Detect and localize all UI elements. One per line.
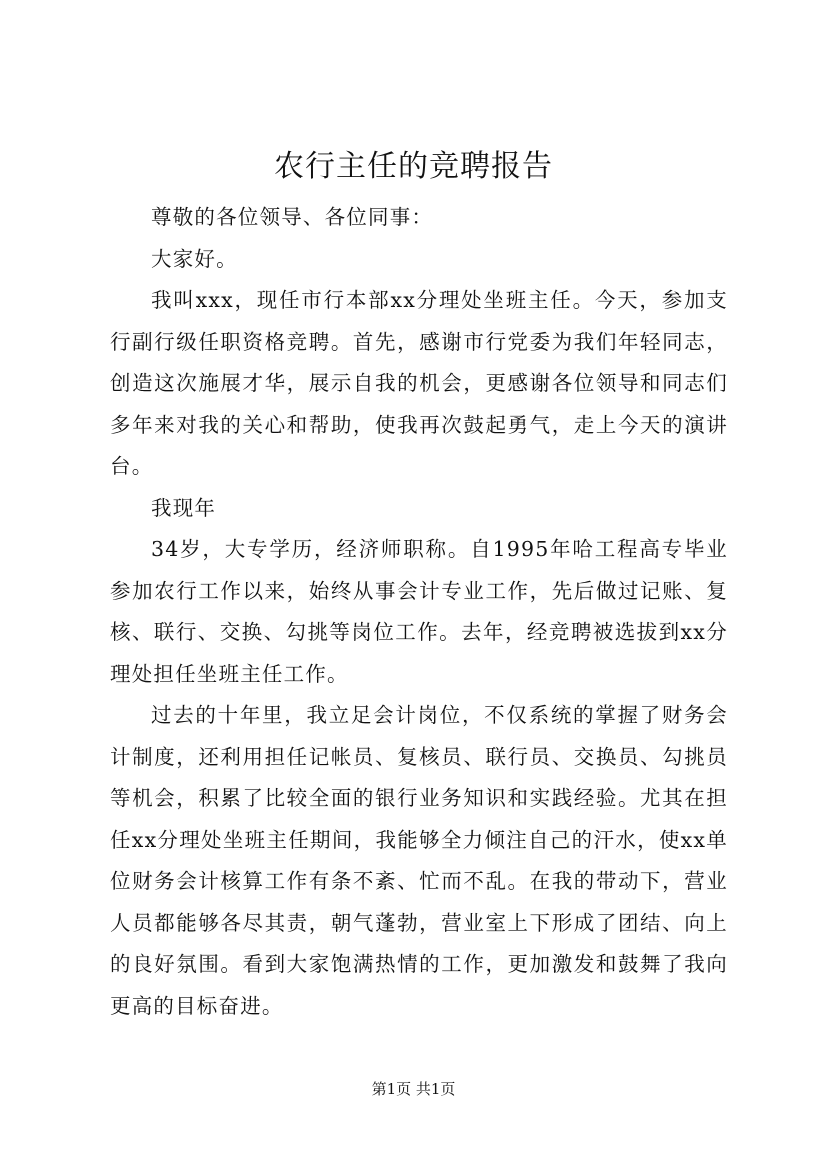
paragraph-background: 34岁，大专学历，经济师职称。自1995年哈工程高专毕业参加农行工作以来，始终从事会计专业工作，先后做过记账、复核、联行、交换、勾挑等岗位工作。去年，经竞聘被选拔到xx分理处担任坐班主任工作。 (110, 537, 728, 686)
paragraph-greeting: 大家好。 (151, 246, 238, 271)
paragraph-introduction: 我叫xxx，现任市行本部xx分理处坐班主任。今天，参加支行副行级任职资格竞聘。首先，感谢市行党委为我们年轻同志，创造这次施展才华，展示自我的机会，更感谢各位领导和同志们多年来对我的关心和帮助，使我再次鼓起勇气，走上今天的演讲台。 (110, 288, 728, 478)
document-title: 农行主任的竞聘报告 (274, 149, 553, 184)
page-footer: 第1页 共1页 (371, 1080, 456, 1098)
document-body (110, 197, 728, 1027)
paragraph-age-lead: 我现年 (151, 495, 217, 520)
paragraph-salutation: 尊敬的各位领导、各位同事： (151, 205, 434, 229)
paragraph-experience: 过去的十年里，我立足会计岗位，不仅系统的掌握了财务会计制度，还利用担任记帐员、复核员、联行员、交换员、勾挑员等机会，积累了比较全面的银行业务知识和实践经验。尤其在担任xx分理处坐班主任期间，我能够全力倾注自己的汗水，使xx单位财务会计核算工作有条不紊、忙而不乱。在我的带动下，营业人员都能够各尽其责，朝气蓬勃，营业室上下形成了团结、向上的良好氛围。看到大家饱满热情的工作，更加激发和鼓舞了我向更高的目标奋进。 (110, 703, 728, 1018)
